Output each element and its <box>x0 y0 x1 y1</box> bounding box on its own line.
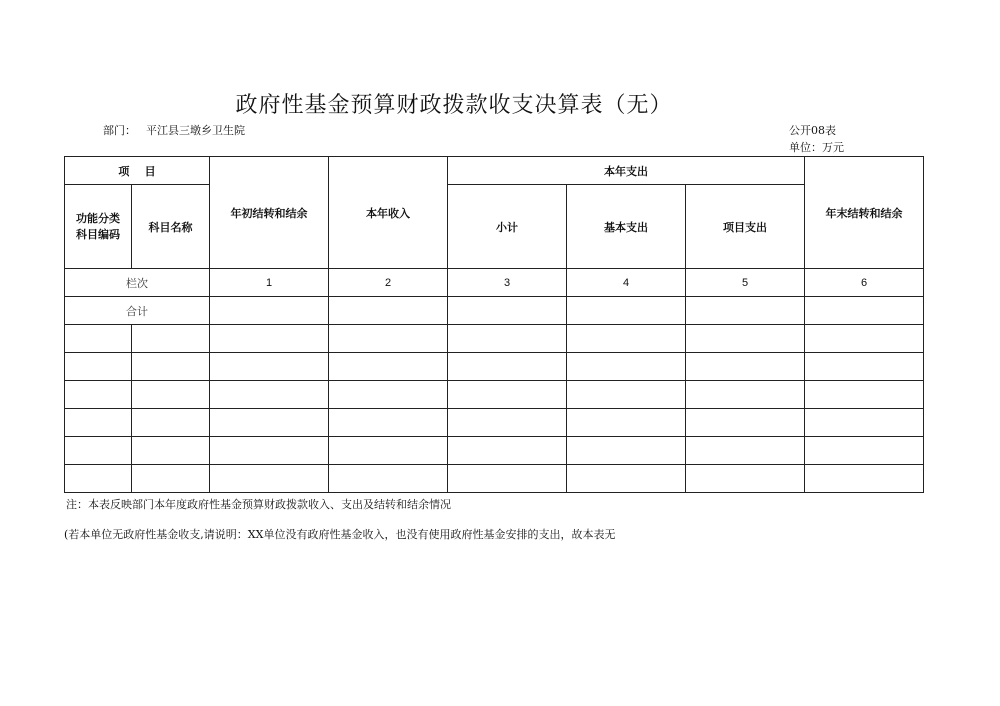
table-cell <box>448 409 567 437</box>
total-row-label: 合计 <box>65 297 210 325</box>
table-explanation: (若本单位无政府性基金收支,请说明：XX单位没有政府性基金收入，也没有使用政府性基金安排的支出，故本表无 <box>64 528 616 541</box>
item-header: 项 目 <box>65 157 210 185</box>
table-cell <box>805 297 924 325</box>
table-cell <box>686 437 805 465</box>
total-row <box>65 297 924 325</box>
table-row <box>65 437 924 465</box>
table-cell <box>805 409 924 437</box>
table-cell <box>567 409 686 437</box>
table-cell <box>329 381 448 409</box>
table-cell <box>329 325 448 353</box>
subject-name-header: 科目名称 <box>132 185 210 269</box>
table-cell <box>805 465 924 493</box>
table-cell <box>567 297 686 325</box>
table-cell <box>65 437 132 465</box>
table-cell <box>448 465 567 493</box>
table-cell <box>132 437 210 465</box>
table-cell <box>686 381 805 409</box>
table-cell <box>65 353 132 381</box>
budget-table <box>64 156 924 493</box>
table-cell <box>210 381 329 409</box>
department-label: 部门： <box>103 124 136 137</box>
table-note: 注：本表反映部门本年度政府性基金预算财政拨款收入、支出及结转和结余情况 <box>66 498 451 511</box>
index-cell: 6 <box>805 269 924 297</box>
table-cell <box>210 409 329 437</box>
table-cell <box>686 297 805 325</box>
col-project-header: 项目支出 <box>686 185 805 269</box>
table-cell <box>210 297 329 325</box>
col-income-header: 本年收入 <box>329 157 448 269</box>
table-cell <box>65 325 132 353</box>
table-cell <box>65 409 132 437</box>
table-cell <box>329 353 448 381</box>
col-subtotal-header: 小计 <box>448 185 567 269</box>
index-row <box>65 269 924 297</box>
index-cell: 3 <box>448 269 567 297</box>
index-cell: 5 <box>686 269 805 297</box>
document-number: 公开08表 <box>789 124 836 137</box>
table-cell <box>132 353 210 381</box>
table-cell <box>329 297 448 325</box>
table-cell <box>805 353 924 381</box>
index-cell: 1 <box>210 269 329 297</box>
table-cell <box>448 381 567 409</box>
col-basic-header: 基本支出 <box>567 185 686 269</box>
table-cell <box>567 381 686 409</box>
index-row-label: 栏次 <box>65 269 210 297</box>
table-cell <box>805 437 924 465</box>
table-cell <box>210 465 329 493</box>
table-row <box>65 465 924 493</box>
table-cell <box>329 409 448 437</box>
table-cell <box>210 353 329 381</box>
table-cell <box>567 325 686 353</box>
func-code-header-text: 功能分类科目编码 <box>76 211 120 241</box>
table-cell <box>132 465 210 493</box>
table-cell <box>448 325 567 353</box>
table-cell <box>448 353 567 381</box>
col-expense-group-header: 本年支出 <box>448 157 805 185</box>
table-row <box>65 325 924 353</box>
unit-label: 单位：万元 <box>789 141 844 154</box>
department-name: 平江县三墩乡卫生院 <box>146 124 245 137</box>
table-cell <box>132 381 210 409</box>
table-row <box>65 409 924 437</box>
table-cell <box>329 465 448 493</box>
func-code-header <box>65 185 132 269</box>
table-row <box>65 381 924 409</box>
table-cell <box>448 297 567 325</box>
table-cell <box>132 409 210 437</box>
table-cell <box>567 437 686 465</box>
table-cell <box>210 437 329 465</box>
table-cell <box>686 353 805 381</box>
index-cell: 2 <box>329 269 448 297</box>
table-cell <box>329 437 448 465</box>
table-cell <box>567 465 686 493</box>
table-cell <box>448 437 567 465</box>
table-cell <box>132 325 210 353</box>
table-cell <box>567 353 686 381</box>
col-end-balance-header: 年末结转和结余 <box>805 157 924 269</box>
table-cell <box>65 465 132 493</box>
department-info <box>103 122 245 138</box>
table-row <box>65 353 924 381</box>
col-begin-balance-header: 年初结转和结余 <box>210 157 329 269</box>
table-cell <box>805 325 924 353</box>
page-title: 政府性基金预算财政拨款收支决算表（无） <box>235 93 673 118</box>
index-cell: 4 <box>567 269 686 297</box>
table-cell <box>686 409 805 437</box>
table-cell <box>210 325 329 353</box>
table-cell <box>805 381 924 409</box>
table-cell <box>686 325 805 353</box>
table-cell <box>65 381 132 409</box>
table-cell <box>686 465 805 493</box>
